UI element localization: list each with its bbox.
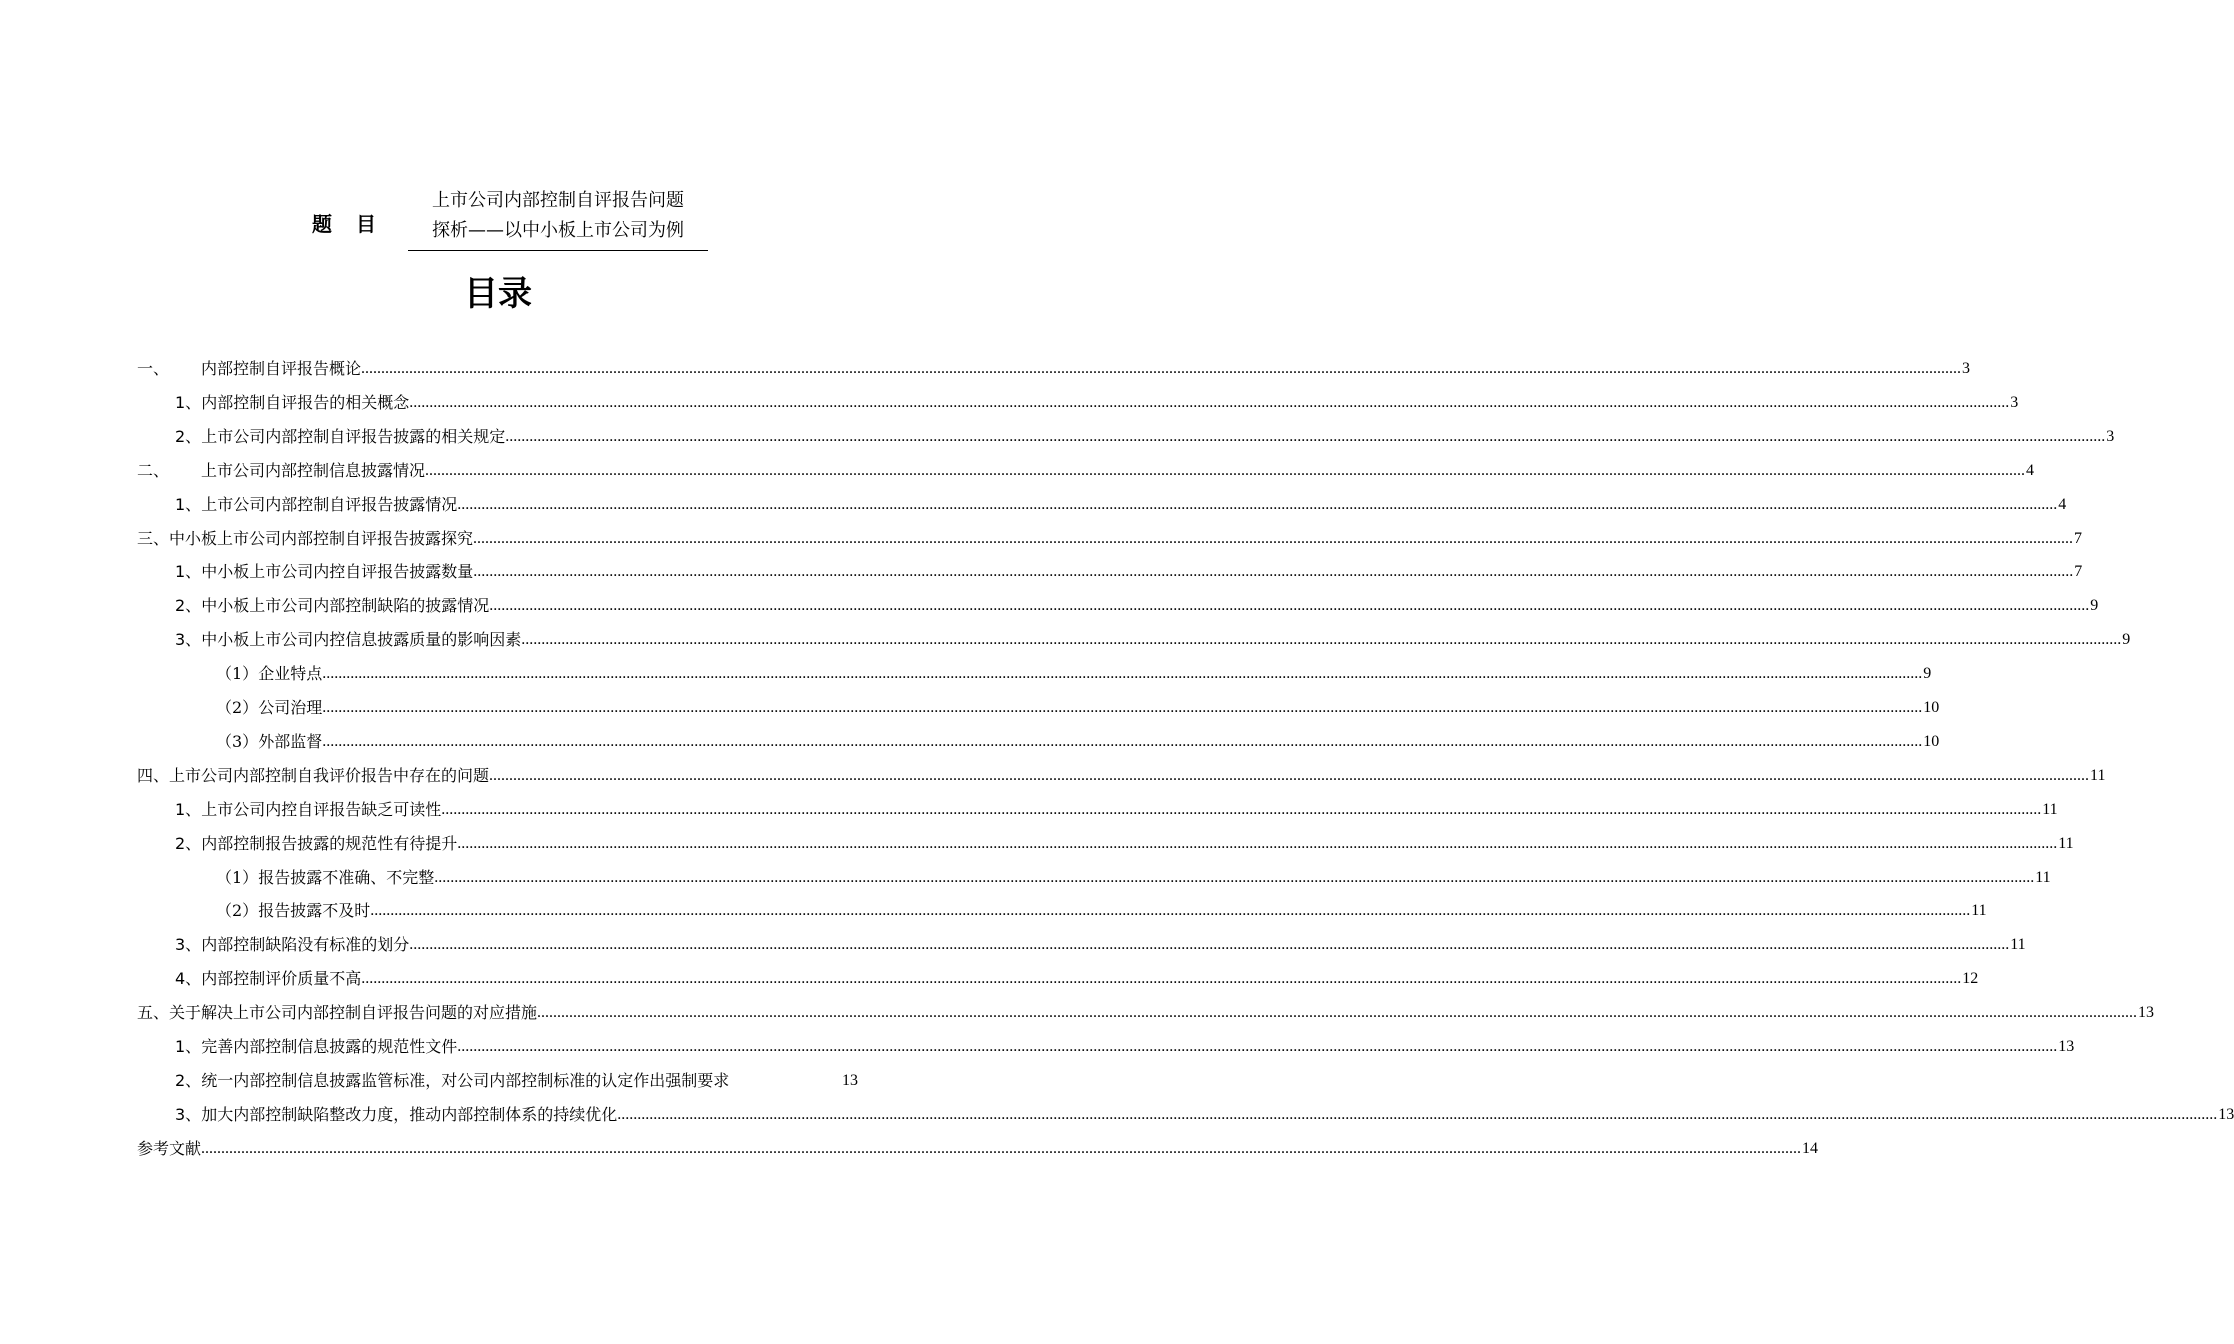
toc-entry-number: 2、	[175, 1071, 202, 1090]
toc-entry-page: 11	[2090, 767, 2106, 784]
toc-entry-page: 13	[2058, 1038, 2075, 1055]
toc-entry-page: 7	[2074, 563, 2083, 580]
toc-entry[interactable]	[175, 1102, 2234, 1126]
toc-leader-dots: ................................................................................................................................................................................................................................................................................................................................................................................................................	[617, 1106, 2218, 1123]
toc-entry[interactable]	[175, 831, 2074, 855]
toc-entry[interactable]	[175, 390, 2019, 414]
toc-entry-page: 3	[2106, 428, 2115, 445]
toc-entry-title: 中小板上市公司内部控制缺陷的披露情况	[201, 596, 490, 615]
toc-entry[interactable]	[175, 593, 2099, 617]
toc-entry[interactable]	[175, 627, 2131, 651]
toc-leader-dots: ................................................................................................................................................................................................................................................................................................................................................................................................................	[505, 428, 2106, 445]
toc-entry-title: 加大内部控制缺陷整改力度，推动内部控制体系的持续优化	[201, 1105, 618, 1124]
toc-entry-title: 中小板上市公司内控信息披露质量的影响因素	[201, 630, 522, 649]
toc-entry-number: 四、	[137, 766, 170, 785]
toc-entry-title: 关于解决上市公司内部控制自评报告问题的对应措施	[169, 1003, 538, 1022]
toc-entry-page: 11	[2058, 835, 2074, 852]
toc-entry-number: 1、	[175, 562, 202, 581]
toc-entry-number: 2、	[175, 427, 202, 446]
toc-leader-dots: ................................................................................................................................................................................................................................................................................................................................................................................................................	[457, 835, 2058, 852]
toc-entry-page: 10	[1923, 733, 1940, 750]
thesis-title-line1: 上市公司内部控制自评报告问题	[432, 190, 684, 211]
toc-leader-dots: ................................................................................................................................................................................................................................................................................................................................................................................................................	[537, 1004, 2138, 1021]
toc-entry[interactable]	[216, 898, 1987, 922]
toc-entry[interactable]	[137, 356, 1971, 380]
toc-entry-title: 统一内部控制信息披露监管标准，对公司内部控制标准的认定作出强制要求	[201, 1071, 730, 1090]
toc-entry-title: 中小板上市公司内部控制自评报告披露探究	[169, 529, 474, 548]
title-block	[0, 180, 950, 256]
toc-entry-page: 4	[2058, 496, 2067, 513]
toc-entry-title: 完善内部控制信息披露的规范性文件	[201, 1037, 458, 1056]
toc-entry-page: 11	[2010, 936, 2026, 953]
toc-entry[interactable]	[175, 797, 2058, 821]
toc-entry[interactable]	[216, 661, 1932, 685]
toc-leader-dots: ................................................................................................................................................................................................................................................................................................................................................................................................................	[409, 394, 2010, 411]
toc-entry-page: 4	[2026, 462, 2035, 479]
toc-entry[interactable]	[137, 1000, 2155, 1024]
toc-leader-dots: ................................................................................................................................................................................................................................................................................................................................................................................................................	[370, 902, 1971, 919]
toc-entry-page: 12	[1962, 970, 1979, 987]
toc-entry-title: 上市公司内部控制自我评价报告中存在的问题	[169, 766, 490, 785]
toc-entry-number: 1、	[175, 800, 202, 819]
toc-leader-dots: ................................................................................................................................................................................................................................................................................................................................................................................................................	[473, 530, 2074, 547]
toc-leader-dots: ................................................................................................................................................................................................................................................................................................................................................................................................................	[489, 767, 2090, 784]
toc-entry[interactable]	[216, 865, 2051, 889]
toc-entry[interactable]	[175, 1034, 2075, 1058]
toc-entry-title: 公司治理	[258, 698, 323, 717]
toc-leader-dots: ................................................................................................................................................................................................................................................................................................................................................................................................................	[521, 631, 2122, 648]
toc-entry-title: 上市公司内部控制信息披露情况	[201, 461, 426, 480]
toc-entry-number: （2）	[216, 698, 259, 717]
toc-entry[interactable]	[175, 966, 1979, 990]
toc-entry-title: 上市公司内部控制自评报告披露情况	[201, 495, 458, 514]
toc-leader-dots: ................................................................................................................................................................................................................................................................................................................................................................................................................	[409, 936, 2010, 953]
toc-entry-number: 3、	[175, 1105, 202, 1124]
thesis-title-line2: 探析——以中小板上市公司为例	[432, 220, 684, 241]
toc-entry-number: 4、	[175, 969, 202, 988]
toc-entry-title: 内部控制缺陷没有标准的划分	[201, 935, 410, 954]
toc-leader-dots: ................................................................................................................................................................................................................................................................................................................................................................................................................	[441, 801, 2042, 818]
toc-entry-page: 3	[1962, 360, 1971, 377]
toc-entry-page: 13	[2138, 1004, 2155, 1021]
toc-entry-number: 二、	[137, 461, 170, 480]
toc-entry-number: 1、	[175, 1037, 202, 1056]
toc-entry-page: 7	[2074, 530, 2083, 547]
toc-entry-page: 10	[1923, 699, 1940, 716]
toc-entry-title: 上市公司内控自评报告缺乏可读性	[201, 800, 442, 819]
toc-entry[interactable]	[137, 763, 2106, 787]
toc-entry-page: 9	[2090, 597, 2099, 614]
toc-entry-page: 11	[2035, 869, 2051, 886]
toc-leader-dots: ................................................................................................................................................................................................................................................................................................................................................................................................................	[322, 665, 1923, 682]
toc-leader-dots: ................................................................................................................................................................................................................................................................................................................................................................................................................	[457, 1038, 2058, 1055]
toc-entry-page: 9	[2122, 631, 2131, 648]
toc-entry-number: 2、	[175, 596, 202, 615]
toc-leader-dots: ................................................................................................................................................................................................................................................................................................................................................................................................................	[489, 597, 2090, 614]
toc-entry-number: （1）	[216, 664, 259, 683]
toc-entry-page: 11	[2042, 801, 2058, 818]
toc-entry[interactable]	[175, 1068, 858, 1092]
toc-entry[interactable]	[175, 492, 2067, 516]
toc-entry[interactable]	[137, 458, 2035, 482]
toc-leader-dots: ................................................................................................................................................................................................................................................................................................................................................................................................................	[425, 462, 2026, 479]
toc-entry-number: （3）	[216, 732, 259, 751]
toc-entry-title: 企业特点	[258, 664, 323, 683]
toc-entry[interactable]	[175, 932, 2026, 956]
title-label: 题目	[312, 212, 400, 236]
toc-entry-title: 内部控制自评报告概论	[201, 359, 362, 378]
toc-entry[interactable]	[175, 559, 2083, 583]
toc-entry-title: 上市公司内部控制自评报告披露的相关规定	[201, 427, 506, 446]
toc-entry-number: 3、	[175, 935, 202, 954]
toc-leader-dots: ................................................................................................................................................................................................................................................................................................................................................................................................................	[322, 699, 1923, 716]
toc-entry-title: 内部控制报告披露的规范性有待提升	[201, 834, 458, 853]
toc-entry-page: 3	[2010, 394, 2019, 411]
toc-entry[interactable]	[137, 526, 2083, 550]
toc-entry-title: 外部监督	[258, 732, 323, 751]
toc-entry-number: 3、	[175, 630, 202, 649]
toc-leader-dots: ................................................................................................................................................................................................................................................................................................................................................................................................................	[361, 360, 1962, 377]
toc-leader-dots: ................................................................................................................................................................................................................................................................................................................................................................................................................	[361, 970, 1962, 987]
toc-leader-dots: ................................................................................................................................................................................................................................................................................................................................................................................................................	[473, 563, 2074, 580]
toc-leader-dots: ................................................................................................................................................................................................................................................................................................................................................................................................................	[201, 1140, 1802, 1157]
toc-entry-number: （2）	[216, 901, 259, 920]
toc-entry-title: 内部控制评价质量不高	[201, 969, 362, 988]
thesis-title	[408, 186, 708, 246]
toc-heading: 目录	[464, 274, 532, 314]
toc-entry-title: 报告披露不及时	[258, 901, 371, 920]
toc-entry-number: 1、	[175, 495, 202, 514]
toc-entry-title: 中小板上市公司内控自评报告披露数量	[201, 562, 474, 581]
toc-leader-dots: ................................................................................................................................................................................................................................................................................................................................................................................................................	[457, 496, 2058, 513]
toc-entry[interactable]	[216, 729, 1940, 753]
toc-entry-number: 五、	[137, 1003, 170, 1022]
title-underline	[408, 250, 708, 251]
toc-leader-dots: ................................................................................................................................................................................................................................................................................................................................................................................................................	[322, 733, 1923, 750]
toc-entry-number: （1）	[216, 868, 259, 887]
toc-entry-title: 内部控制自评报告的相关概念	[201, 393, 410, 412]
toc-entry-title: 报告披露不准确、不完整	[258, 868, 435, 887]
toc-entry[interactable]	[175, 424, 2115, 448]
toc-entry-page: 9	[1923, 665, 1932, 682]
toc-entry[interactable]	[216, 695, 1940, 719]
toc-entry-number: 2、	[175, 834, 202, 853]
toc-entry[interactable]	[137, 1136, 1819, 1160]
toc-leader-dots: ................................................................................................................................................................................................................................................................................................................................................................................................................	[434, 869, 2035, 886]
toc-entry-page: 13	[2218, 1106, 2234, 1123]
toc-entry-number: 1、	[175, 393, 202, 412]
toc-entry-number: 一、	[137, 359, 170, 378]
toc-entry-page: 11	[1971, 902, 1987, 919]
toc-entry-title: 参考文献	[137, 1139, 202, 1158]
toc-entry-number: 三、	[137, 529, 170, 548]
toc-entry-page: 13	[842, 1072, 858, 1089]
toc-entry-page: 14	[1802, 1140, 1819, 1157]
